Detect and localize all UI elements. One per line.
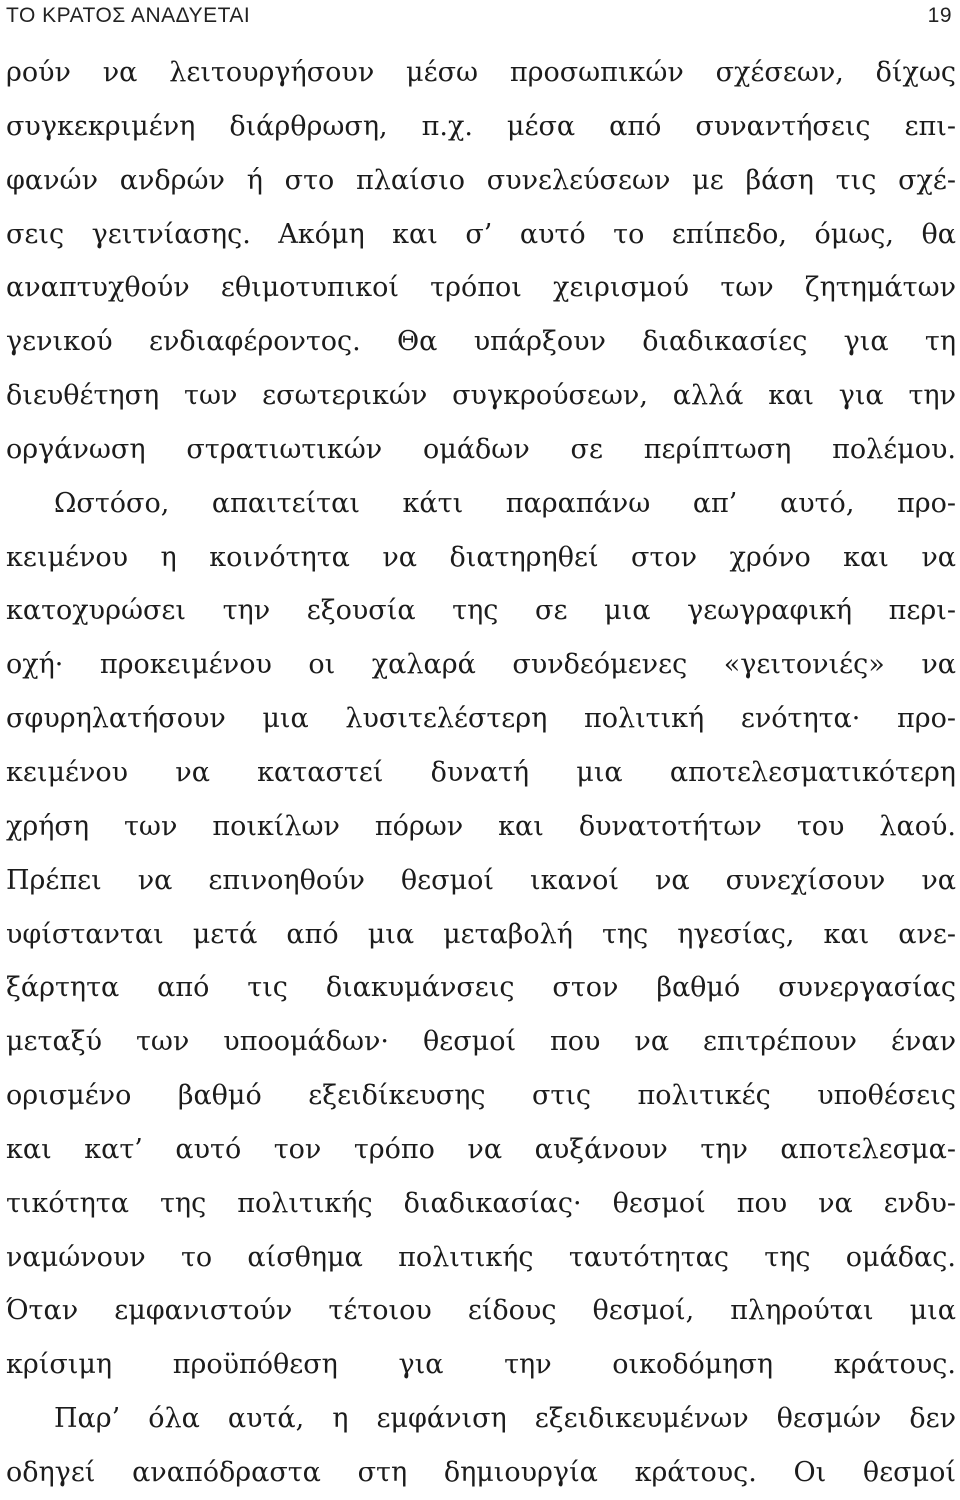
text-line: κειμένου να καταστεί δυνατή μια αποτελεσματικότερη	[6, 756, 956, 788]
text-line: υφίστανται μετά από μια μεταβολή της ηγεσίας, και ανε-	[6, 918, 956, 950]
text-line: διευθέτηση των εσωτερικών συγκρούσεων, αλλά και για την	[6, 380, 956, 412]
text-line: γενικού ενδιαφέροντος. Θα υπάρξουν διαδικασίες για τη	[6, 326, 956, 358]
text-line: οχή· προκειμένου οι χαλαρά συνδεόμενες «γειτονιές» να	[6, 649, 956, 681]
text-line: κατοχυρώσει την εξουσία της σε μια γεωγραφική περι-	[6, 595, 956, 627]
text-line: φανών ανδρών ή στο πλαίσιο συνελεύσεων με βάση τις σχέ-	[6, 164, 956, 196]
text-line: ναμώνουν το αίσθημα πολιτικής ταυτότητας της ομάδας.	[6, 1241, 956, 1273]
text-line: συγκεκριμένη διάρθρωση, π.χ. μέσα από συναντήσεις επι-	[6, 110, 956, 142]
running-header	[6, 4, 952, 38]
text-line: σφυρηλατήσουν μια λυσιτελέστερη πολιτική ενότητα· προ-	[6, 703, 956, 735]
text-line: Παρ’ όλα αυτά, η εμφάνιση εξειδικευμένων θεσμών δεν	[54, 1403, 956, 1435]
text-line: αναπτυχθούν εθιμοτυπικοί τρόποι χειρισμού των ζητημάτων	[6, 272, 956, 304]
text-line: μεταξύ των υποομάδων· θεσμοί που να επιτρέπουν έναν	[6, 1026, 956, 1058]
text-line: χρήση των ποικίλων πόρων και δυνατοτήτων του λαού.	[6, 810, 956, 842]
text-line: σεις γειτνίασης. Ακόμη και σ’ αυτό το επίπεδο, όμως, θα	[6, 218, 956, 250]
text-line: Πρέπει να επινοηθούν θεσμοί ικανοί να συνεχίσουν να	[6, 864, 956, 896]
text-line: ρούν να λειτουργήσουν μέσω προσωπικών σχέσεων, δίχως	[6, 57, 956, 88]
running-title: ΤΟ ΚΡΑΤΟΣ ΑΝΑΔΥΕΤΑΙ	[6, 4, 251, 27]
text-line: οργάνωση στρατιωτικών ομάδων σε περίπτωση πολέμου.	[6, 433, 956, 465]
text-line: ξάρτητα από τις διακυμάνσεις στον βαθμό συνεργασίας	[6, 972, 956, 1004]
text-line: Ωστόσο, απαιτείται κάτι παραπάνω απ’ αυτό, προ-	[54, 487, 956, 519]
text-line: τικότητα της πολιτικής διαδικασίας· θεσμοί που να ενδυ-	[6, 1187, 956, 1219]
body-text	[6, 46, 956, 1500]
text-line: οδηγεί αναπόδραστα στη δημιουργία κράτους. Οι θεσμοί	[6, 1456, 956, 1488]
text-line: και κατ’ αυτό τον τρόπο να αυξάνουν την αποτελεσμα-	[6, 1133, 956, 1165]
page-number: 19	[927, 4, 952, 27]
text-line: κειμένου η κοινότητα να διατηρηθεί στον χρόνο και να	[6, 541, 956, 573]
text-line: κρίσιμη προϋπόθεση για την οικοδόμηση κράτους.	[6, 1349, 956, 1381]
text-line: ορισμένο βαθμό εξειδίκευσης στις πολιτικές υποθέσεις	[6, 1080, 956, 1112]
text-line: Όταν εμφανιστούν τέτοιου είδους θεσμοί, πληρούται μια	[6, 1295, 956, 1327]
